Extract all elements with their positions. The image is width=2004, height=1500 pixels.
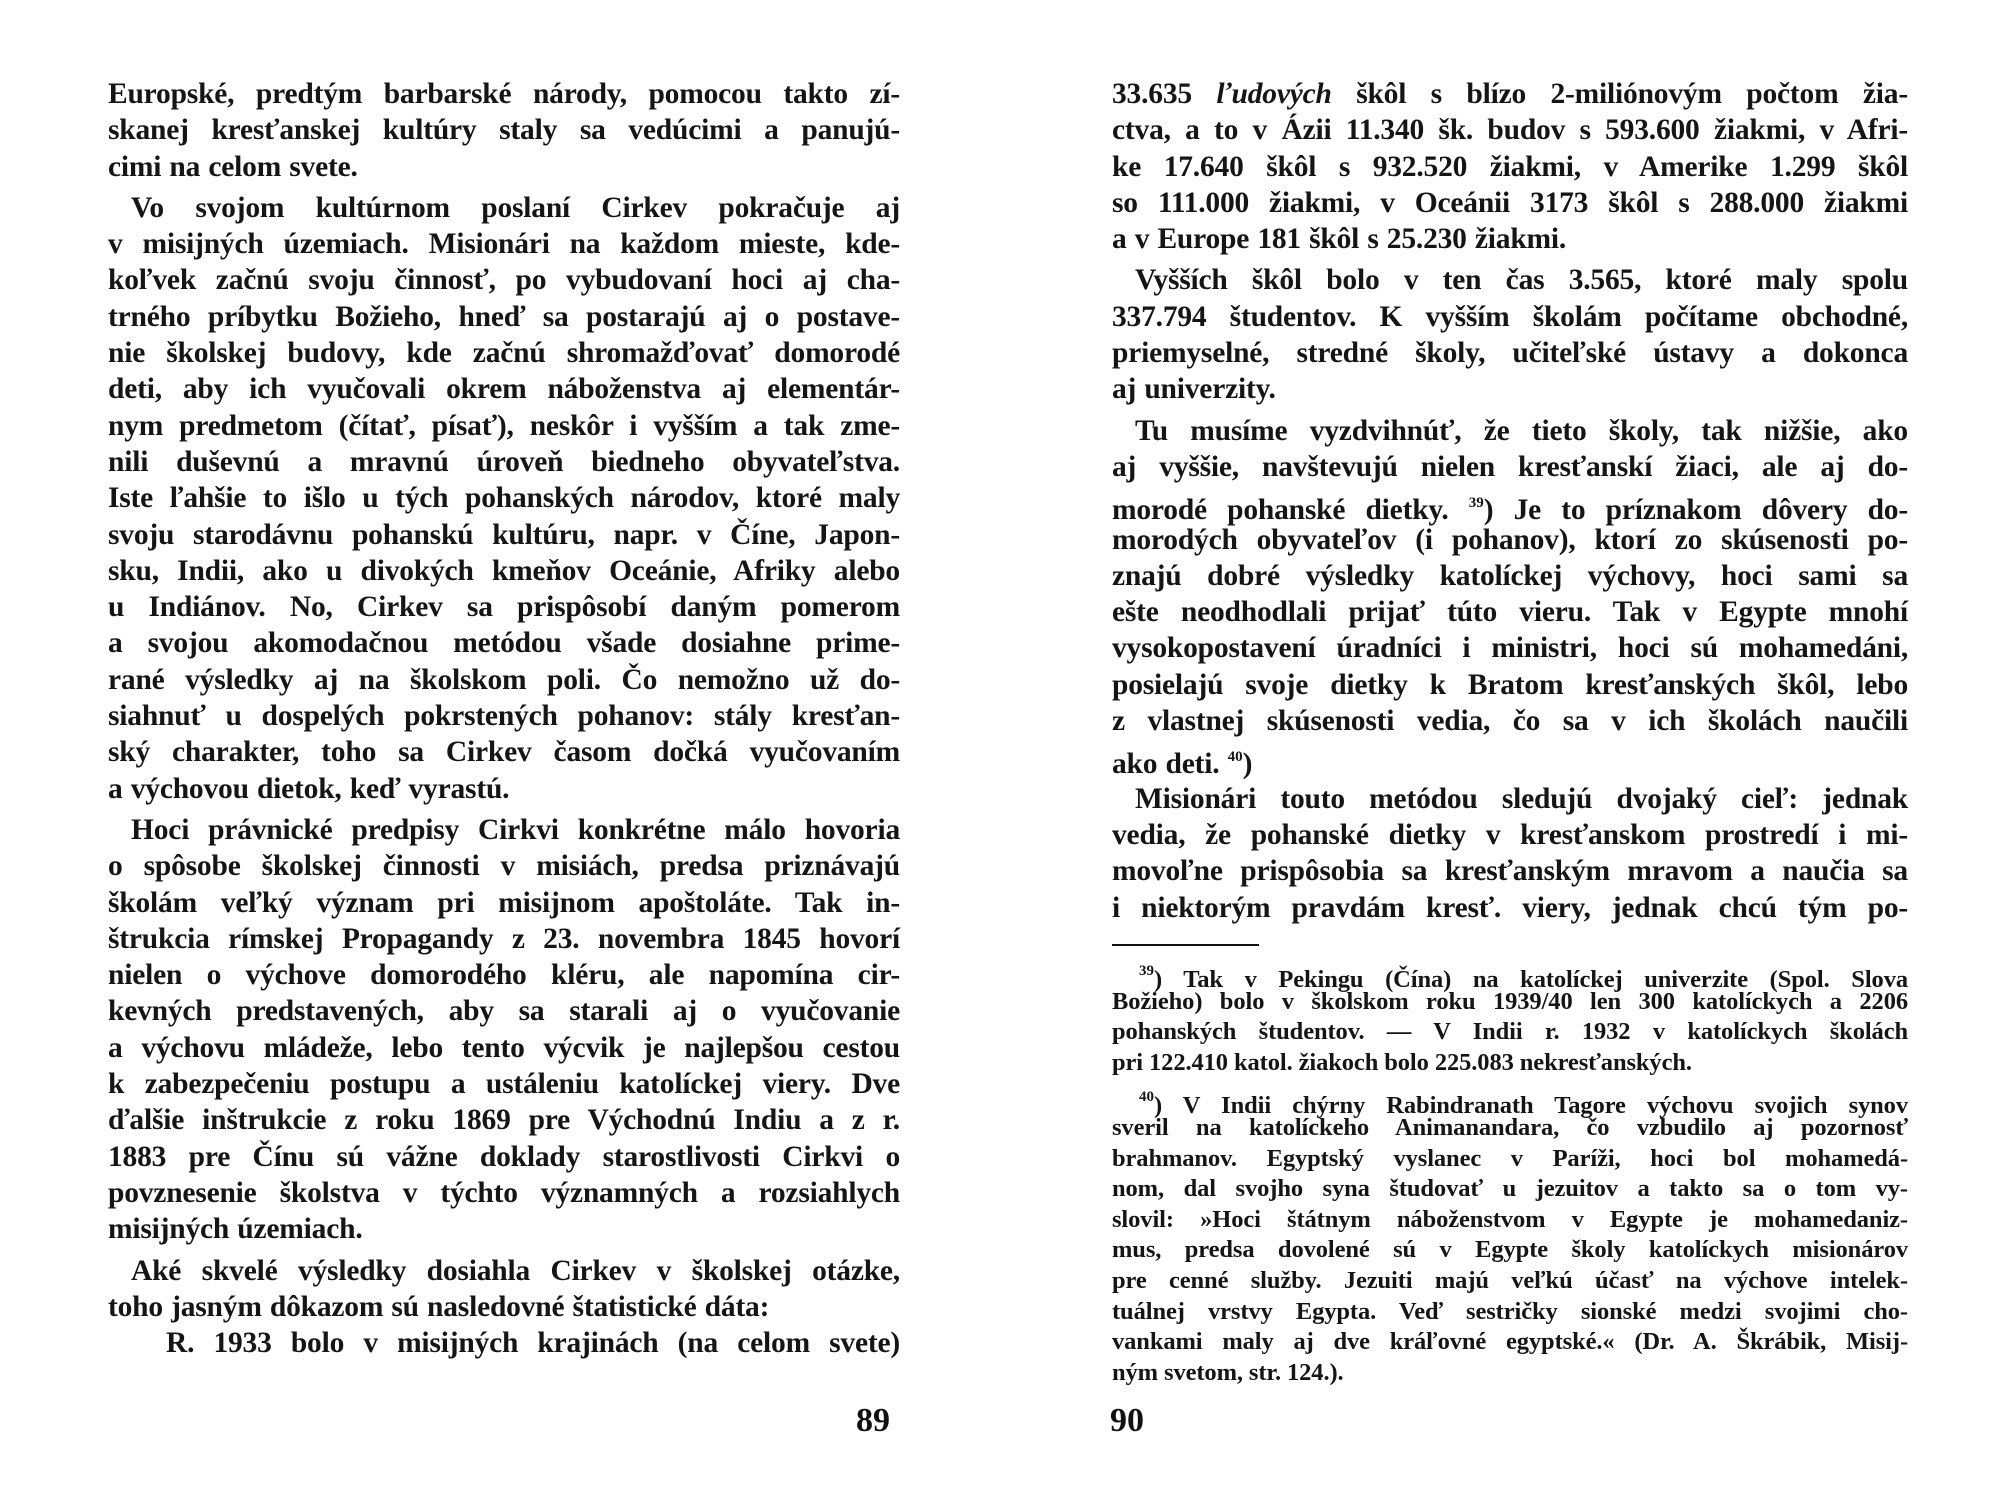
footnote-line [1112, 1082, 1908, 1120]
footnote-marker: 39 [1468, 495, 1484, 512]
text-line: cimi na celom svete. [108, 150, 358, 183]
footnote-marker: 40 [1227, 749, 1243, 766]
text-line: koľvek začnú svoju činnosť, po vybudovaní hoci aj cha- [108, 264, 900, 297]
footnote-line: ným svetom, str. 124.). [1112, 1358, 1344, 1386]
text-line: ke 17.640 škôl s 932.520 žiakmi, v Amerike 1.299 škôl [1112, 150, 1908, 183]
footnote-line: sveril na katolíckeho Animanandara, čo vzbudilo aj pozornosť [1112, 1113, 1908, 1141]
page-number-right: 90 [1110, 1402, 1144, 1439]
text-line: skanej kresťanskej kultúry staly sa vedúcimi a panujú- [108, 114, 900, 147]
text-line: znajú dobré výsledky katolíckej výchovy, hoci sami sa [1112, 559, 1908, 592]
text-line: trného príbytku Božieho, hneď sa postarajú aj o postave- [108, 300, 900, 333]
text-line: misijných územiach. [108, 1213, 363, 1246]
text-line: Vyšších škôl bolo v ten čas 3.565, ktoré maly spolu [1135, 264, 1908, 297]
right-page-body [1112, 76, 1908, 926]
text-line: so 111.000 žiakmi, v Oceánii 3173 škôl s 288.000 žiakmi [1112, 186, 1908, 219]
text-line [1112, 76, 1908, 112]
italic-text: ľudových [1216, 78, 1332, 110]
text-line: ctva, a to v Ázii 11.340 šk. budov s 593.600 žiakmi, v Afri- [1112, 114, 1908, 147]
text-line: siahnuť u dospelých pokrstených pohanov: stály kresťan- [108, 700, 900, 733]
text-line: Misionári touto metódou sledujú dvojaký cieľ: jednak [1135, 782, 1908, 815]
footnote-marker: 40 [1139, 1089, 1154, 1106]
text-line: nie školskej budovy, kde začnú shromažďovať domorodé [108, 337, 900, 370]
text-line: kevných predstavených, aby sa starali aj o vyučovanie [108, 995, 900, 1028]
text-segment: ako deti. [1112, 748, 1228, 781]
footnote-line: vankami maly aj dve kráľovné egyptské.« (Dr. A. Škrábik, Misij- [1112, 1328, 1908, 1356]
text-line: a svojou akomodačnou metódou všade dosiahne prime- [108, 627, 900, 660]
text-line: rané výsledky aj na školskom poli. Čo nemožno už do- [108, 663, 900, 696]
text-segment: ) Tak v Pekingu (Čína) na katolíckej univerzite (Spol. Slova [1154, 966, 1908, 993]
text-line: o spôsobe školskej činnosti v misiách, predsa priznávajú [108, 850, 900, 883]
footnote-line: pri 122.410 katol. žiakoch bolo 225.083 nekresťanských. [1112, 1048, 1692, 1076]
text-line: vysokopostavení úradníci i ministri, hoci sú mohamedáni, [1112, 632, 1908, 665]
text-line: u Indiánov. No, Cirkev sa prispôsobí daným pomerom [108, 591, 900, 624]
text-line: 1883 pre Čínu sú vážne doklady starostlivosti Cirkvi o [108, 1140, 900, 1173]
text-line: morodých obyvateľov (i pohanov), ktorí zo skúsenosti po- [1112, 523, 1908, 556]
text-line: nym predmetom (čítať, písať), neskôr i vyšším a tak zme- [108, 409, 900, 442]
text-segment: ) Je to príznakom dôvery do- [1483, 494, 1908, 527]
text-line: i niektorým pravdám kresť. viery, jednak chcú tým po- [1112, 891, 1908, 924]
text-segment: morodé pohanské dietky. [1112, 494, 1469, 527]
text-segment: ) [1242, 748, 1253, 781]
text-line: a výchovu mládeže, lebo tento výcvik je najlepšou cestou [108, 1031, 900, 1064]
text-line: Vo svojom kultúrnom poslaní Cirkev pokračuje aj [131, 191, 900, 224]
text-line: deti, aby ich vyučovali okrem náboženstva aj elementár- [108, 373, 900, 406]
text-line: ďalšie inštrukcie z roku 1869 pre Východnú Indiu a z r. [108, 1104, 900, 1137]
text-line: toho jasným dôkazom sú nasledovné štatistické dáta: [108, 1290, 770, 1323]
text-line: vedia, že pohanské dietky v kresťanskom prostredí i mi- [1112, 818, 1908, 851]
text-line: priemyselné, stredné školy, učiteľské ústavy a dokonca [1112, 337, 1908, 370]
text-line: R. 1933 bolo v misijných krajinách (na celom svete) [166, 1327, 900, 1360]
footnote-line: pohanských študentov. — V Indii r. 1932 v katolíckych školách [1112, 1018, 1908, 1046]
footnote-separator [1112, 944, 1259, 946]
text-line: a výchovou dietok, keď vyrastú. [108, 772, 510, 805]
footnote-line: nom, dal svojho syna študovať u jezuitov a takto sa o tom vy- [1112, 1175, 1908, 1203]
text-line: Europské, predtým barbarské národy, pomocou takto zí- [108, 78, 900, 110]
text-line: Iste ľahšie to išlo u tých pohanských národov, ktoré maly [108, 482, 900, 515]
text-line: sku, Indii, ako u divokých kmeňov Oceánie, Afriky alebo [108, 554, 900, 587]
footnote-line: tuálnej vrstvy Egypta. Veď sestričky sionské medzi svojimi cho- [1112, 1297, 1908, 1325]
text-line: ešte neodhodlali prijať túto vieru. Tak v Egypte mnohí [1112, 596, 1908, 629]
text-line: nili duševnú a mravnú úroveň biedneho obyvateľstva. [108, 445, 900, 478]
footnote-line: brahmanov. Egyptský vyslanec v Paríži, hoci bol mohamedá- [1112, 1144, 1908, 1172]
footnote-line: mus, predsa dovolené sú v Egypte školy katolíckych misionárov [1112, 1236, 1908, 1264]
text-line: aj vyššie, navštevujú nielen kresťanskí žiaci, ale aj do- [1112, 450, 1908, 483]
footnote-line [1112, 956, 1908, 993]
footnote-line: Božieho) bolo v školskom roku 1939/40 len 300 katolíckych a 2206 [1112, 987, 1908, 1015]
text-line: a v Europe 181 škôl s 25.230 žiakmi. [1112, 223, 1567, 256]
text-line: povznesenie školstva v týchto významných a rozsiahlych [108, 1176, 900, 1209]
text-line: školám veľký význam pri misijnom apoštoláte. Tak in- [108, 886, 900, 919]
text-line: z vlastnej skúsenosti vedia, čo sa v ich školách naučili [1112, 705, 1908, 738]
footnote-line: pre cenné služby. Jezuiti majú veľkú účasť na výchove intelek- [1112, 1266, 1908, 1294]
page-number-left: 89 [856, 1402, 890, 1439]
text-line: movoľne prispôsobia sa kresťanským mravom a naučia sa [1112, 855, 1908, 888]
footnote-line: slovil: »Hoci štátnym náboženstvom v Egypte je mohamedaniz- [1112, 1205, 1908, 1233]
text-segment: škôl s blízo 2-miliónovým počtom žia- [1331, 78, 1908, 110]
footnote-marker: 39 [1139, 963, 1154, 979]
right-page [1002, 0, 2004, 1500]
text-line: štrukcia rímskej Propagandy z 23. novembra 1845 hovorí [108, 922, 900, 955]
text-line: nielen o výchove domorodého kléru, ale napomína cir- [108, 959, 900, 992]
footnotes [1112, 956, 1908, 1388]
text-line: Hoci právnické predpisy Cirkvi konkrétne málo hovoria [131, 813, 900, 846]
text-segment: 33.635 [1112, 78, 1217, 110]
text-line [1112, 485, 1908, 527]
text-line: aj univerzity. [1112, 373, 1276, 406]
text-line: posielajú svoje dietky k Bratom kresťanských škôl, lebo [1112, 668, 1908, 701]
left-page-body [108, 76, 900, 1361]
text-line: ský charakter, toho sa Cirkev časom dočká vyučovaním [108, 736, 900, 769]
text-line: Tu musíme vyzdvihnúť, že tieto školy, tak nižšie, ako [1135, 414, 1908, 447]
text-line: v misijných územiach. Misionári na každom mieste, kde- [108, 228, 900, 261]
text-line [1112, 739, 1908, 781]
text-line: Aké skvelé výsledky dosiahla Cirkev v školskej otázke, [131, 1254, 900, 1287]
text-line: k zabezpečeniu postupu a ustáleniu katolíckej viery. Dve [108, 1068, 900, 1101]
text-segment: ) V Indii chýrny Rabindranath Tagore výchovu svojich synov [1154, 1092, 1908, 1120]
text-line: 337.794 študentov. K vyšším školám počítame obchodné, [1112, 300, 1908, 333]
text-line: svoju starodávnu pohanskú kultúru, napr. v Číne, Japon- [108, 518, 900, 551]
